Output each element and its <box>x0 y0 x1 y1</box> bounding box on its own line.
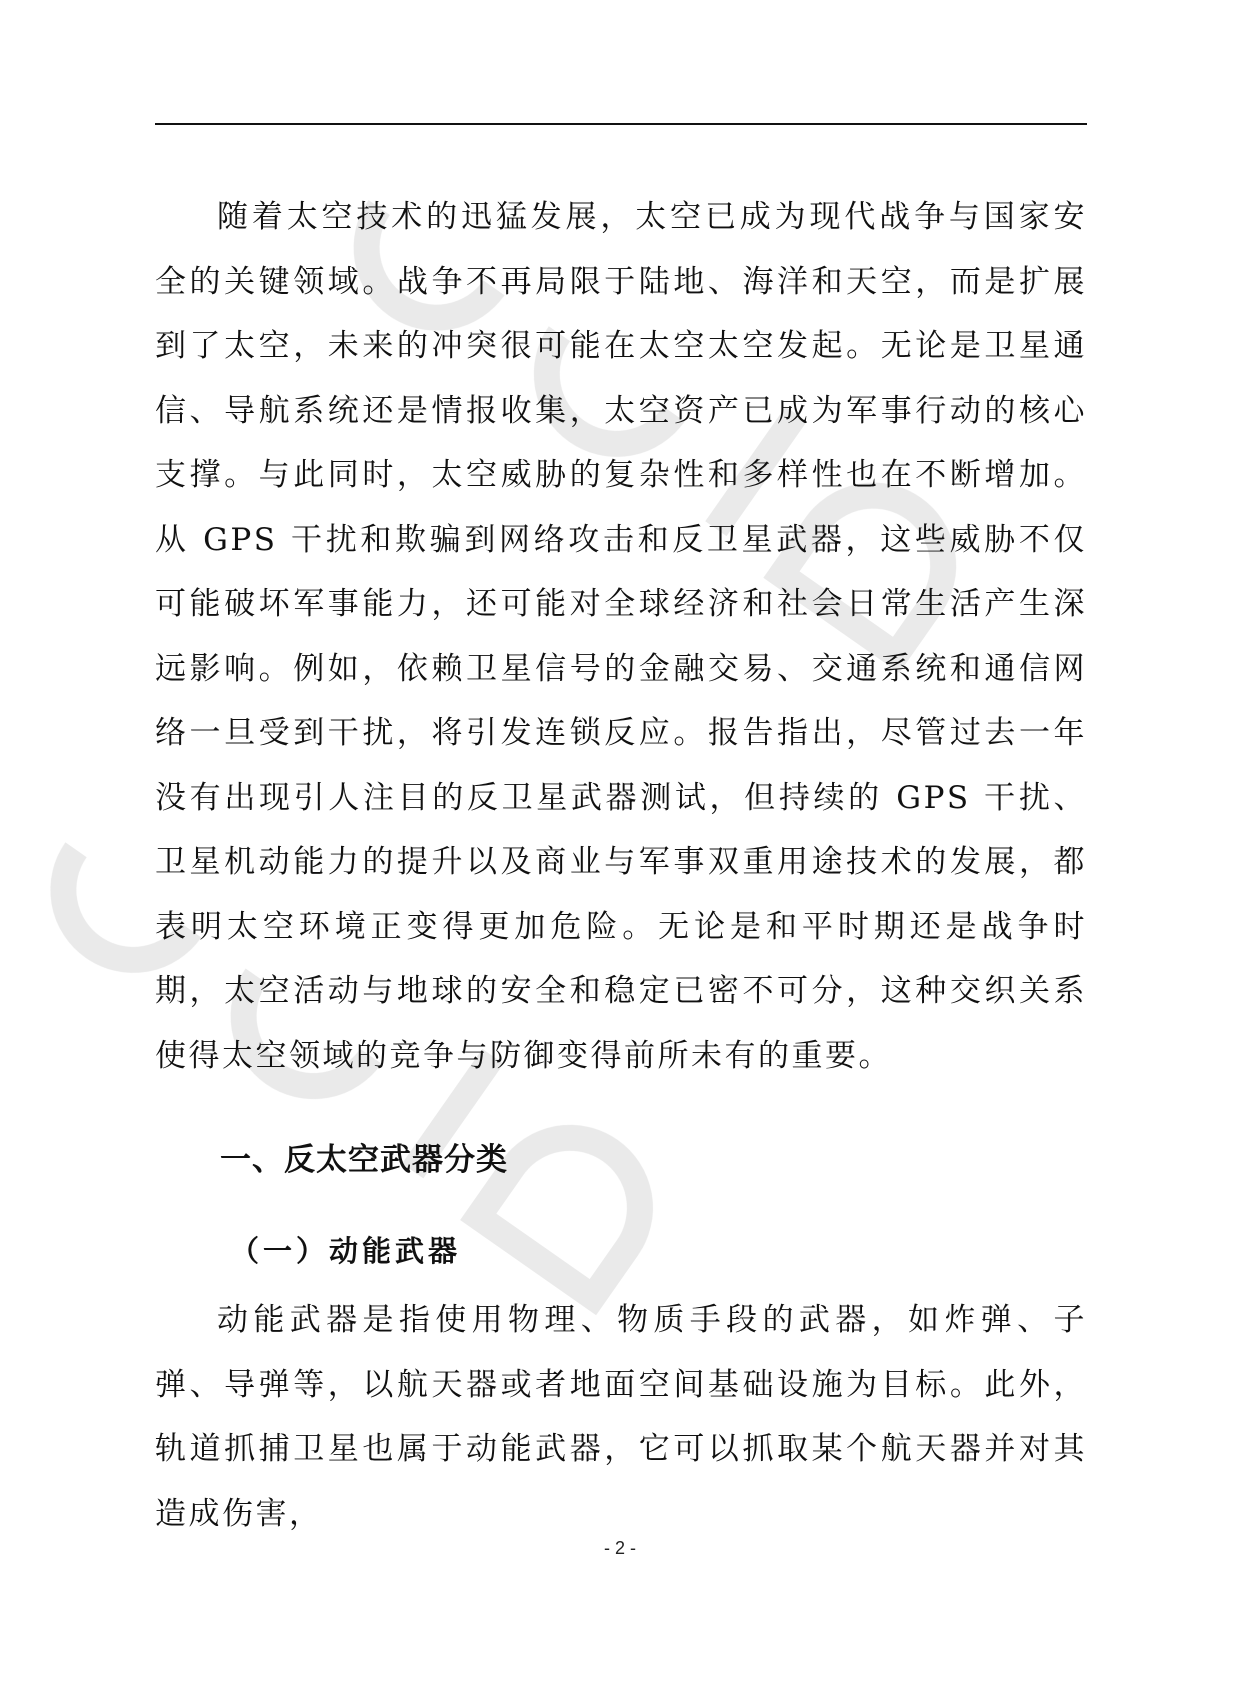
subsection-heading: （一）动能武器 <box>230 1234 462 1268</box>
document-body <box>155 185 1087 1088</box>
paragraph-kinetic-weapons: 动能武器是指使用物理、物质手段的武器，如炸弹、子弹、导弹等，以航天器或者地面空间基础设施为目标。此外，轨道抓捕卫星也属于动能武器，它可以抓取某个航天器并对其造成伤害， <box>155 1302 1087 1532</box>
header-rule <box>155 123 1087 125</box>
document-body-2 <box>155 1288 1087 1546</box>
paragraph-intro: 随着太空技术的迅猛发展，太空已成为现代战争与国家安全的关键领域。战争不再局限于陆地、海洋和天空，而是扩展到了太空，未来的冲突很可能在太空太空发起。无论是卫星通信、导航系统还是情报收集，太空资产已成为军事行动的核心支撑。与此同时，太空威胁的复杂性和多样性也在不断增加。从 GPS 干扰和欺骗到网络攻击和反卫星武器，这些威胁不仅可能破坏军事能力，还可能对全球经济和社会日常生活产生深远影响。例如，依赖卫星信号的金融交易、交通系统和通信网络一旦受到干扰，将引发连锁反应。报告指出，尽管过去一年没有出现引人注目的反卫星武器测试，但持续的 GPS 干扰、卫星机动能力的提升以及商业与军事双重用途技术的发展，都表明太空环境正变得更加危险。无论是和平时期还是战争时期，太空活动与地球的安全和稳定已密不可分，这种交织关系使得太空领域的竞争与防御变得前所未有的重要。 <box>155 199 1087 1074</box>
section-heading: 一、反太空武器分类 <box>220 1142 508 1178</box>
page-number: - 2 - <box>603 1538 636 1558</box>
